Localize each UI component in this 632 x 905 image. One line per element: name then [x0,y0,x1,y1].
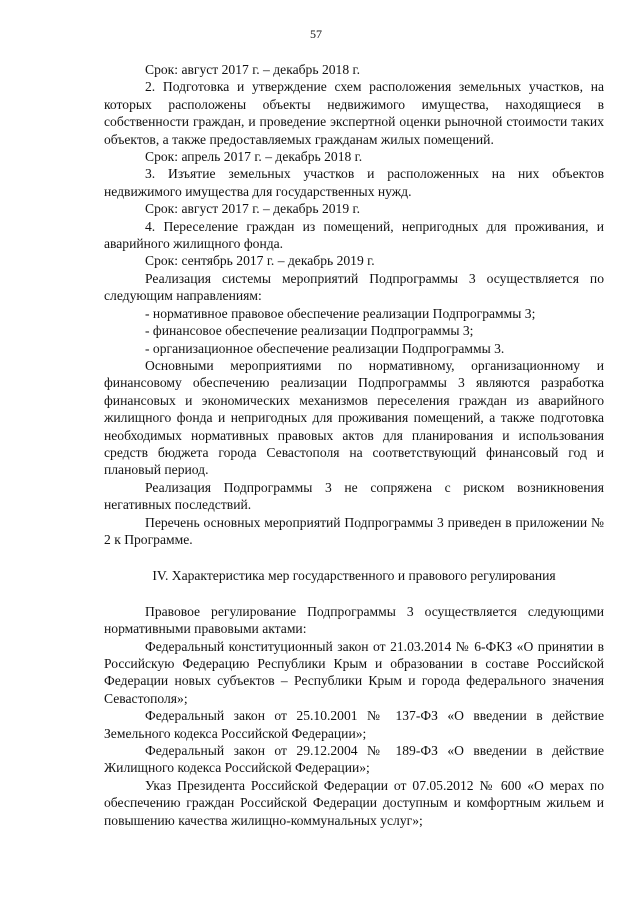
paragraph-legal-intro: Правовое регулирование Подпрограммы 3 осуществляется следующими нормативными правовыми актами: [104,603,604,637]
paragraph-list-reference: Перечень основных мероприятий Подпрограммы 3 приведен в приложении № 2 к Программе. [104,514,604,547]
paragraph-item-2: 2. Подготовка и утверждение схем расположения земельных участков, на которых расположены объекты недвижимого имущества, находящиеся в собственности граждан, и проведение экспертной оценки рыночной стоимости таких объектов, а также предоставляемых гражданам жилых помещений. [104,79,604,147]
paragraph-law-189: Федеральный закон от 29.12.2004 № 189-ФЗ «О введении в действие Жилищного кодекса Российской Федерации»; [104,743,604,776]
page-number: 57 [310,27,322,41]
paragraph-deadline-2: Срок: апрель 2017 г. – декабрь 2018 г. [145,149,363,165]
document-body [104,61,604,829]
paragraph-deadline-3: Срок: август 2017 г. – декабрь 2019 г. [145,201,360,217]
paragraph-item-4: 4. Переселение граждан из помещений, непригодных для проживания, и аварийного жилищного фонда. [104,218,604,252]
list-item-financial: - финансовое обеспечение реализации Подпрограммы 3; [145,323,474,339]
list-item-normative: - нормативное правовое обеспечение реализации Подпрограммы 3; [145,305,536,321]
paragraph-law-137: Федеральный закон от 25.10.2001 № 137-ФЗ «О введении в действие Земельного кодекса Российской Федерации»; [104,708,604,741]
paragraph-deadline-1: Срок: август 2017 г. – декабрь 2018 г. [145,62,360,77]
paragraph-risk: Реализация Подпрограммы 3 не сопряжена с риском возникновения негативных последствий. [104,479,604,513]
paragraph-deadline-4: Срок: сентябрь 2017 г. – декабрь 2019 г. [145,253,375,269]
list-item-organizational: - организационное обеспечение реализации Подпрограммы 3. [145,340,505,356]
paragraph-directions-intro: Реализация системы мероприятий Подпрограммы 3 осуществляется по следующим направлениям: [104,270,604,304]
paragraph-law-fkz: Федеральный конституционный закон от 21.03.2014 № 6-ФКЗ «О принятии в Российскую Федерацию Республики Крым и образовании в составе Российской Федерации новых субъектов – Республики Крым и города федерального значения Севастополя»; [104,638,604,706]
paragraph-decree-600: Указ Президента Российской Федерации от 07.05.2012 № 600 «О мерах по обеспечению граждан Российской Федерации доступным и комфортным жильем и повышению качества жилищно-коммунальных услуг»; [104,777,604,828]
paragraph-main-measures: Основными мероприятиями по нормативному, организационному и финансовому обеспечению реализации Подпрограммы 3 являются разработка финансовых и экономических механизмов переселения граждан из аварийного жилищного фонда и непригодных для проживания помещений, а также подготовка необходимых нормативных правовых актов для планирования и использования средств бюджета города Севастополя на соответствующий финансовый год и плановый период. [104,357,604,478]
section-heading: IV. Характеристика мер государственного и правового регулирования [152,568,556,584]
paragraph-item-3: 3. Изъятие земельных участков и расположенных на них объектов недвижимого имущества для государственных нужд. [104,166,604,199]
